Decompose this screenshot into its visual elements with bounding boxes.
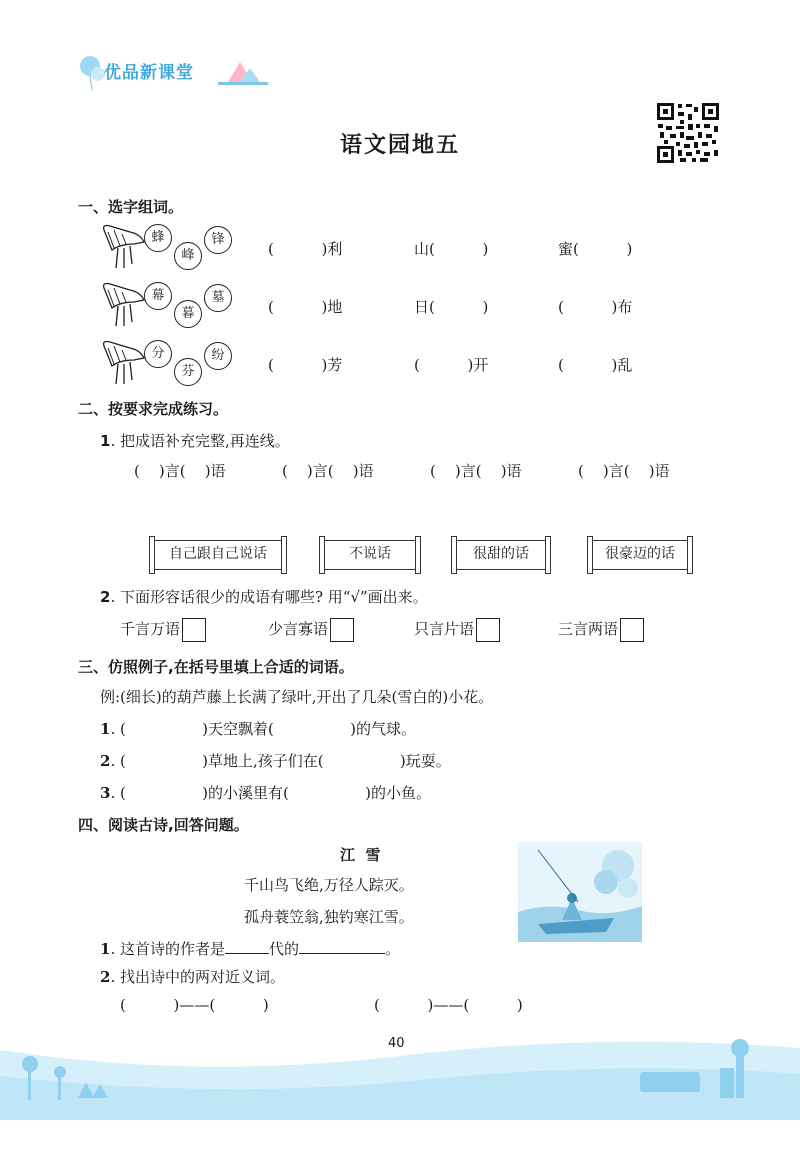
idiom-blank[interactable]: ( )言( )语 xyxy=(430,462,522,480)
question-number: 2 xyxy=(100,588,111,606)
meaning-card[interactable]: 自己跟自己说话 xyxy=(154,540,282,570)
section-4-heading: 四、阅读古诗,回答问题。 xyxy=(78,816,249,834)
question-number: 3 xyxy=(100,784,111,802)
fill-blank[interactable]: 蜜( ) xyxy=(558,240,633,258)
fill-blank[interactable]: ( )开 xyxy=(414,356,489,374)
word-tree xyxy=(100,278,230,338)
checkbox[interactable] xyxy=(620,618,644,642)
choice-label: 千言万语 xyxy=(120,620,181,638)
question-text: . 下面形容话很少的成语有哪些? 用“√”画出来。 xyxy=(110,588,428,606)
fill-sentence[interactable] xyxy=(100,782,431,803)
choice-item xyxy=(558,618,644,642)
choice-item xyxy=(120,618,206,642)
choice-item xyxy=(268,618,354,642)
char-option: 幕 xyxy=(144,282,172,310)
fishing-boat-illustration xyxy=(518,842,642,942)
fill-blank[interactable]: ( )布 xyxy=(558,298,633,316)
answer-line[interactable] xyxy=(299,938,385,954)
char-option: 墓 xyxy=(204,284,232,312)
meaning-card[interactable]: 不说话 xyxy=(324,540,416,570)
question-2-1 xyxy=(100,430,290,451)
question-4-1 xyxy=(100,938,400,959)
sentence-text: . ( )天空飘着( )的气球。 xyxy=(110,720,416,738)
poem-title: 江 雪 xyxy=(340,846,381,864)
question-number: 1 xyxy=(100,940,111,958)
synonym-pair[interactable]: ( )——( ) xyxy=(374,996,523,1014)
poem-line: 孤舟蓑笠翁,独钓寒江雪。 xyxy=(244,908,414,926)
page-title: 语文园地五 xyxy=(339,133,460,158)
synonym-pair[interactable]: ( )——( ) xyxy=(120,996,269,1014)
answer-line[interactable] xyxy=(225,938,269,954)
char-option: 峰 xyxy=(174,242,202,270)
qr-code-icon xyxy=(656,102,720,164)
char-option: 纷 xyxy=(204,342,232,370)
section-3-heading: 三、仿照例子,在括号里填上合适的词语。 xyxy=(78,658,354,676)
fill-blank[interactable]: 山( ) xyxy=(414,240,489,258)
choice-label: 少言寡语 xyxy=(268,620,329,638)
question-4-2 xyxy=(100,966,285,987)
choice-item xyxy=(414,618,500,642)
brand-name: 优品新课堂 xyxy=(104,63,194,83)
question-text: 代的 xyxy=(268,940,299,958)
fill-blank[interactable]: ( )地 xyxy=(268,298,343,316)
fill-sentence[interactable] xyxy=(100,718,416,739)
idiom-blank[interactable]: ( )言( )语 xyxy=(282,462,374,480)
fill-blank[interactable]: ( )乱 xyxy=(558,356,633,374)
char-option: 锋 xyxy=(204,226,232,254)
word-tree xyxy=(100,336,230,396)
fill-blank[interactable]: 日( ) xyxy=(414,298,489,316)
fill-blank[interactable]: ( )芳 xyxy=(268,356,343,374)
question-text: . 把成语补充完整,再连线。 xyxy=(110,432,290,450)
char-option: 暮 xyxy=(174,300,202,328)
fill-blank[interactable]: ( )利 xyxy=(268,240,343,258)
choice-label: 三言两语 xyxy=(558,620,619,638)
brand-logo xyxy=(78,52,278,92)
question-text: . 这首诗的作者是 xyxy=(110,940,225,958)
checkbox[interactable] xyxy=(330,618,354,642)
question-number: 1 xyxy=(100,432,111,450)
question-text: . 找出诗中的两对近义词。 xyxy=(110,968,285,986)
section-1-heading: 一、选字组词。 xyxy=(78,198,184,216)
footer-wave-decoration xyxy=(0,1020,800,1120)
checkbox[interactable] xyxy=(182,618,206,642)
meaning-card[interactable]: 很豪迈的话 xyxy=(592,540,688,570)
fill-sentence[interactable] xyxy=(100,750,451,771)
idiom-blank[interactable]: ( )言( )语 xyxy=(134,462,226,480)
checkbox[interactable] xyxy=(476,618,500,642)
word-tree xyxy=(100,220,230,280)
page-number: 40 xyxy=(388,1036,405,1051)
choice-label: 只言片语 xyxy=(414,620,475,638)
poem-line: 千山鸟飞绝,万径人踪灭。 xyxy=(244,876,414,894)
question-number: 1 xyxy=(100,720,111,738)
question-2-2 xyxy=(100,586,428,607)
question-number: 2 xyxy=(100,968,111,986)
meaning-card[interactable]: 很甜的话 xyxy=(456,540,546,570)
question-number: 2 xyxy=(100,752,111,770)
idiom-blank[interactable]: ( )言( )语 xyxy=(578,462,670,480)
question-text: 。 xyxy=(385,940,401,958)
sentence-text: . ( )草地上,孩子们在( )玩耍。 xyxy=(110,752,451,770)
char-option: 芬 xyxy=(174,358,202,386)
char-option: 分 xyxy=(144,340,172,368)
char-option: 蜂 xyxy=(144,224,172,252)
section-2-heading: 二、按要求完成练习。 xyxy=(78,400,229,418)
example-sentence: 例:(细长)的葫芦藤上长满了绿叶,开出了几朵(雪白的)小花。 xyxy=(100,688,494,706)
sentence-text: . ( )的小溪里有( )的小鱼。 xyxy=(110,784,431,802)
